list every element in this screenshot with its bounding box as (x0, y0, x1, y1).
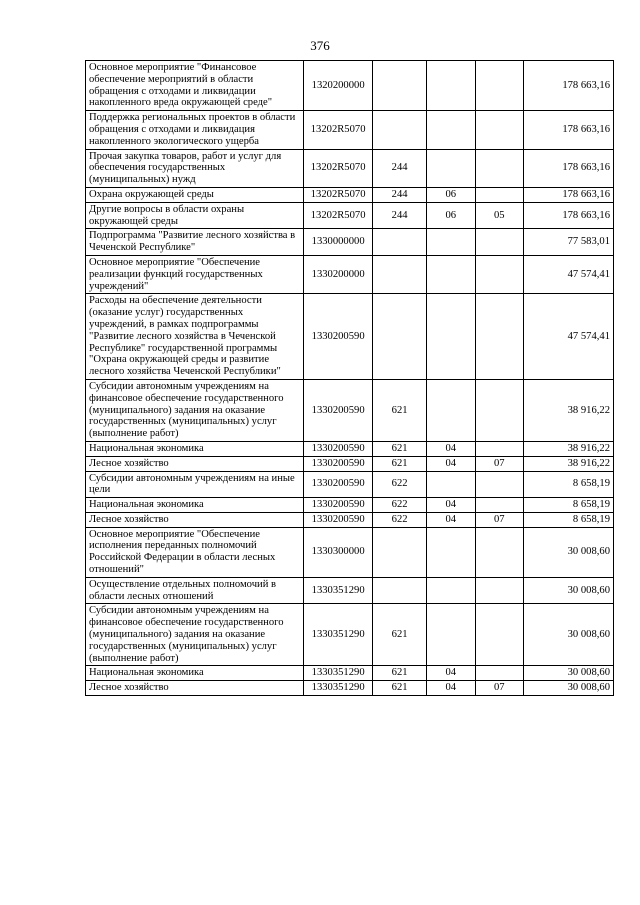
row-target-code-cell: 13202R5070 (304, 202, 373, 229)
budget-table-body (86, 61, 614, 696)
row-target-code-cell: 1330200590 (304, 456, 373, 471)
row-target-code-cell: 1330351290 (304, 604, 373, 666)
row-expense-type-cell: 621 (373, 379, 427, 441)
row-subsection-cell (475, 604, 524, 666)
table-row (86, 202, 614, 229)
row-expense-type-cell: 622 (373, 498, 427, 513)
row-name-cell: Лесное хозяйство (86, 681, 304, 696)
table-row (86, 577, 614, 604)
row-expense-type-cell: 244 (373, 149, 427, 187)
row-section-cell: 04 (426, 498, 475, 513)
row-section-cell: 04 (426, 512, 475, 527)
table-row (86, 681, 614, 696)
row-section-cell (426, 604, 475, 666)
row-amount-cell: 77 583,01 (524, 229, 614, 256)
table-row (86, 604, 614, 666)
row-amount-cell: 38 916,22 (524, 441, 614, 456)
row-target-code-cell: 13202R5070 (304, 149, 373, 187)
row-name-cell: Национальная экономика (86, 441, 304, 456)
row-expense-type-cell: 244 (373, 202, 427, 229)
row-amount-cell: 38 916,22 (524, 379, 614, 441)
row-expense-type-cell (373, 255, 427, 293)
row-section-cell: 04 (426, 456, 475, 471)
table-row (86, 294, 614, 380)
row-name-cell: Основное мероприятие "Финансовое обеспечение мероприятий в области обращения с отходами и ликвидации накопленного вреда окружающей среде" (86, 61, 304, 111)
row-section-cell: 06 (426, 202, 475, 229)
row-amount-cell: 47 574,41 (524, 294, 614, 380)
row-amount-cell: 30 008,60 (524, 604, 614, 666)
row-expense-type-cell: 621 (373, 456, 427, 471)
row-expense-type-cell: 621 (373, 441, 427, 456)
row-subsection-cell (475, 149, 524, 187)
row-amount-cell: 38 916,22 (524, 456, 614, 471)
row-subsection-cell (475, 229, 524, 256)
row-subsection-cell (475, 187, 524, 202)
row-amount-cell: 178 663,16 (524, 202, 614, 229)
row-name-cell: Основное мероприятие "Обеспечение исполнения переданных полномочий Российской Федерации в области лесных отношений" (86, 527, 304, 577)
row-expense-type-cell (373, 229, 427, 256)
row-section-cell (426, 229, 475, 256)
row-section-cell: 04 (426, 681, 475, 696)
row-subsection-cell: 07 (475, 456, 524, 471)
row-target-code-cell: 1330351290 (304, 681, 373, 696)
row-expense-type-cell: 621 (373, 666, 427, 681)
row-name-cell: Расходы на обеспечение деятельности (оказание услуг) государственных учреждений, в рамках подпрограммы "Развитие лесного хозяйства в Чеченской Республике" государственной программы "Охрана окружающей среды и развитие лесного хозяйства Чеченской Республики" (86, 294, 304, 380)
row-subsection-cell (475, 61, 524, 111)
row-name-cell: Лесное хозяйство (86, 512, 304, 527)
row-amount-cell: 178 663,16 (524, 149, 614, 187)
row-subsection-cell: 07 (475, 681, 524, 696)
row-target-code-cell: 1330200590 (304, 379, 373, 441)
table-row (86, 149, 614, 187)
row-amount-cell: 8 658,19 (524, 498, 614, 513)
row-subsection-cell (475, 666, 524, 681)
page-number: 376 (310, 38, 330, 53)
row-section-cell (426, 111, 475, 149)
row-name-cell: Национальная экономика (86, 666, 304, 681)
row-amount-cell: 30 008,60 (524, 527, 614, 577)
row-name-cell: Осуществление отдельных полномочий в области лесных отношений (86, 577, 304, 604)
row-expense-type-cell (373, 527, 427, 577)
row-name-cell: Прочая закупка товаров, работ и услуг для обеспечения государственных (муниципальных) нужд (86, 149, 304, 187)
row-amount-cell: 30 008,60 (524, 577, 614, 604)
row-target-code-cell: 1330200590 (304, 498, 373, 513)
row-target-code-cell: 13202R5070 (304, 187, 373, 202)
row-subsection-cell (475, 111, 524, 149)
row-section-cell (426, 577, 475, 604)
row-expense-type-cell: 622 (373, 512, 427, 527)
row-section-cell: 04 (426, 666, 475, 681)
row-subsection-cell (475, 471, 524, 498)
table-row (86, 441, 614, 456)
row-target-code-cell: 1330300000 (304, 527, 373, 577)
row-section-cell (426, 527, 475, 577)
row-expense-type-cell: 244 (373, 187, 427, 202)
row-section-cell (426, 294, 475, 380)
row-target-code-cell: 1330351290 (304, 577, 373, 604)
row-amount-cell: 8 658,19 (524, 471, 614, 498)
table-row (86, 456, 614, 471)
row-section-cell: 04 (426, 441, 475, 456)
row-subsection-cell (475, 441, 524, 456)
row-name-cell: Подпрограмма "Развитие лесного хозяйства в Чеченской Республике" (86, 229, 304, 256)
row-subsection-cell (475, 255, 524, 293)
row-expense-type-cell: 621 (373, 681, 427, 696)
table-row (86, 61, 614, 111)
row-expense-type-cell (373, 61, 427, 111)
table-row (86, 666, 614, 681)
row-expense-type-cell (373, 577, 427, 604)
row-amount-cell: 47 574,41 (524, 255, 614, 293)
row-expense-type-cell: 621 (373, 604, 427, 666)
row-subsection-cell: 07 (475, 512, 524, 527)
row-subsection-cell (475, 294, 524, 380)
row-section-cell: 06 (426, 187, 475, 202)
table-row (86, 512, 614, 527)
row-amount-cell: 178 663,16 (524, 187, 614, 202)
row-section-cell (426, 61, 475, 111)
table-row (86, 498, 614, 513)
row-target-code-cell: 1330000000 (304, 229, 373, 256)
row-name-cell: Национальная экономика (86, 498, 304, 513)
row-expense-type-cell (373, 111, 427, 149)
table-row (86, 379, 614, 441)
row-target-code-cell: 1320200000 (304, 61, 373, 111)
row-subsection-cell (475, 527, 524, 577)
table-row (86, 187, 614, 202)
row-target-code-cell: 13202R5070 (304, 111, 373, 149)
row-name-cell: Субсидии автономным учреждениям на иные цели (86, 471, 304, 498)
row-target-code-cell: 1330200000 (304, 255, 373, 293)
row-subsection-cell (475, 498, 524, 513)
table-row (86, 471, 614, 498)
row-section-cell (426, 379, 475, 441)
row-target-code-cell: 1330351290 (304, 666, 373, 681)
row-amount-cell: 30 008,60 (524, 681, 614, 696)
row-name-cell: Субсидии автономным учреждениям на финансовое обеспечение государственного (муниципального) задания на оказание государственных (муниципальных) услуг (выполнение работ) (86, 379, 304, 441)
row-name-cell: Другие вопросы в области охраны окружающей среды (86, 202, 304, 229)
row-target-code-cell: 1330200590 (304, 294, 373, 380)
row-name-cell: Поддержка региональных проектов в области обращения с отходами и ликвидация накопленного экологического ущерба (86, 111, 304, 149)
row-amount-cell: 8 658,19 (524, 512, 614, 527)
row-name-cell: Основное мероприятие "Обеспечение реализации функций государственных учреждений" (86, 255, 304, 293)
row-name-cell: Охрана окружающей среды (86, 187, 304, 202)
row-name-cell: Лесное хозяйство (86, 456, 304, 471)
table-row (86, 255, 614, 293)
row-target-code-cell: 1330200590 (304, 441, 373, 456)
row-amount-cell: 30 008,60 (524, 666, 614, 681)
row-section-cell (426, 255, 475, 293)
table-row (86, 527, 614, 577)
table-row (86, 229, 614, 256)
row-subsection-cell (475, 379, 524, 441)
row-name-cell: Субсидии автономным учреждениям на финансовое обеспечение государственного (муниципального) задания на оказание государственных (муниципальных) услуг (выполнение работ) (86, 604, 304, 666)
table-row (86, 111, 614, 149)
row-expense-type-cell: 622 (373, 471, 427, 498)
row-amount-cell: 178 663,16 (524, 61, 614, 111)
row-target-code-cell: 1330200590 (304, 512, 373, 527)
row-subsection-cell: 05 (475, 202, 524, 229)
budget-table (85, 60, 614, 696)
row-amount-cell: 178 663,16 (524, 111, 614, 149)
row-subsection-cell (475, 577, 524, 604)
row-expense-type-cell (373, 294, 427, 380)
row-section-cell (426, 149, 475, 187)
row-section-cell (426, 471, 475, 498)
row-target-code-cell: 1330200590 (304, 471, 373, 498)
